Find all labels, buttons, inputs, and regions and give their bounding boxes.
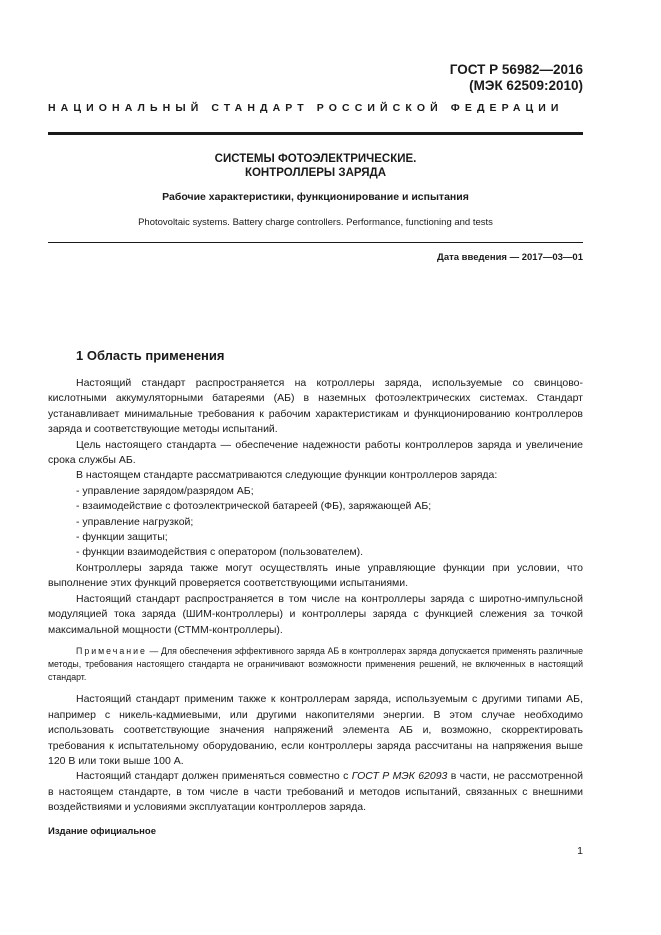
list-item: - функции защиты;	[76, 531, 168, 544]
list-item: - управление нагрузкой;	[76, 515, 194, 528]
section-title: 1 Область применения	[76, 348, 225, 363]
document-title	[48, 152, 583, 180]
iec-reference: (МЭК 62509:2010)	[469, 78, 583, 93]
date-of-introduction: Дата введения — 2017—03—01	[437, 252, 583, 263]
title-line-2: КОНТРОЛЛЕРЫ ЗАРЯДА	[244, 167, 387, 179]
page-number: 1	[577, 845, 583, 857]
paragraph-text: Настоящий стандарт должен применяться совместно с	[76, 770, 352, 783]
paragraph: В настоящем стандарте рассматриваются следующие функции контроллеров заряда:	[76, 469, 498, 482]
note	[48, 645, 583, 683]
paragraph: Настоящий стандарт распространяется в том числе на контроллеры заряда с широтно-импульсной модуляцией тока заряда (ШИМ-контроллеры) и контроллеры заряда с функцией слежения за точкой максимальной мощности (СТММ-контроллеры).	[48, 592, 583, 636]
national-standard-heading: НАЦИОНАЛЬНЫЙ СТАНДАРТ РОССИЙСКОЙ ФЕДЕРАЦИИ	[48, 102, 564, 114]
standard-number: ГОСТ Р 56982—2016	[449, 62, 583, 77]
list-item: - взаимодействие с фотоэлектрической батареей (ФБ), заряжающей АБ;	[76, 500, 432, 513]
title-divider	[48, 242, 583, 243]
paragraph-text: в части, не рассмотренной в настоящем стандарте, в том числе в части требований и методов испытаний, связанных с внешними воздействиями и условиями эксплуатации контроллеров заряда.	[48, 770, 583, 814]
paragraph: Настоящий стандарт применим также к контроллерам заряда, используемым с другими типами АБ, например с никель-кадмиевыми, или другими накопителями энергии. В этом случае необходимо использовать соответствующие значения напряжений элемента АБ и, возможно, скорректировать требования к испытательному оборудованию, если контроллеры заряда рассчитаны на напряжения выше 120 В или токи выше 100 А.	[48, 693, 583, 767]
paragraph	[48, 769, 583, 815]
list-item: - функции взаимодействия с оператором (пользователем).	[76, 546, 364, 559]
edition-label: Издание официальное	[48, 826, 156, 837]
standard-designation	[450, 62, 583, 94]
note-label: Примечание	[76, 645, 147, 656]
paragraph: Настоящий стандарт распространяется на котроллеры заряда, используемые со свинцово-кислотными аккумуляторными батареями (АБ) в наземных фотоэлектрических системах. Стандарт устанавливает минимальные требования к рабочим характеристикам и функционированию контроллеров заряда и соответствующие методы испытаний.	[48, 377, 583, 436]
title-line-1: СИСТЕМЫ ФОТОЭЛЕКТРИЧЕСКИЕ.	[214, 153, 417, 165]
header-divider	[48, 132, 583, 135]
list-item: - управление зарядом/разрядом АБ;	[76, 484, 254, 497]
note-text: — Для обеспечения эффективного заряда АБ в контроллерах заряда допускается применять различные методы, требования настоящего стандарта не ограничивают возможности применения решений, не включенных в настоящий стандарт.	[48, 645, 583, 682]
document-subtitle: Рабочие характеристики, функционирование и испытания	[162, 191, 469, 203]
english-title: Photovoltaic systems. Battery charge controllers. Performance, functioning and tests	[138, 217, 493, 228]
section-body	[48, 376, 583, 816]
paragraph: Контроллеры заряда также могут осуществлять иные управляющие функции при условии, что выполнение этих функций проверяется соответствующими испытаниями.	[48, 561, 583, 590]
paragraph: Цель настоящего стандарта — обеспечение надежности работы контроллеров заряда и увеличение срока службы АБ.	[48, 438, 583, 467]
standard-reference: ГОСТ Р МЭК 62093	[351, 770, 448, 783]
